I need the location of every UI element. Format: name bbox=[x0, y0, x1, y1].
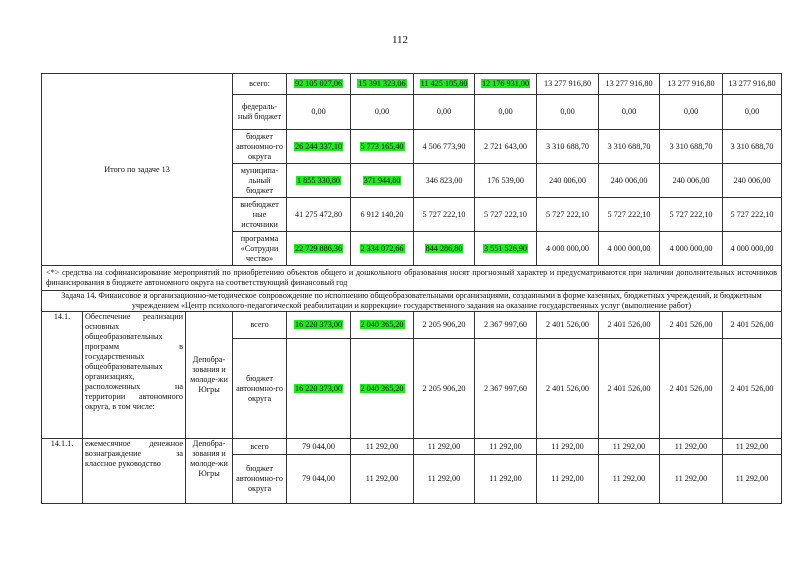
value-text: 2 401 526,00 bbox=[546, 320, 590, 329]
value-text: 3 310 688,70 bbox=[730, 141, 774, 151]
value-cell bbox=[287, 164, 351, 198]
value-text: 11 292,00 bbox=[612, 441, 646, 451]
item-executor: Депобра-зования и молоде-жи Югры bbox=[186, 439, 233, 504]
value-cell bbox=[351, 198, 414, 232]
value-cell bbox=[414, 232, 475, 266]
value-cell bbox=[414, 312, 475, 339]
value-text: 3 551 526,90 bbox=[484, 243, 528, 253]
value-cell bbox=[599, 164, 660, 198]
footnote: <*> средства на софинансирование мероприятий по приобретению объектов общего и дошкольного образования носят прогнозный характер и предусматриваются при наличии дополнительных источников финансирования в бюджете автономного округа на соответствующий финансовый год bbox=[42, 266, 782, 291]
value-cell bbox=[723, 198, 782, 232]
value-cell bbox=[287, 198, 351, 232]
value-text: 12 176 931,00 bbox=[481, 79, 530, 88]
value-text: 5 773 165,40 bbox=[360, 141, 404, 151]
value-cell bbox=[475, 339, 537, 439]
value-cell bbox=[660, 312, 723, 339]
value-text: 2 367 997,60 bbox=[484, 383, 528, 393]
value-cell bbox=[599, 130, 660, 164]
value-text: 11 292,00 bbox=[489, 441, 522, 451]
value-cell bbox=[537, 312, 599, 339]
value-text: 2 401 526,00 bbox=[669, 320, 713, 329]
value-cell bbox=[287, 339, 351, 439]
value-text: 11 292,00 bbox=[735, 474, 769, 483]
value-text: 16 220 373,00 bbox=[294, 383, 343, 393]
value-text: 3 310 688,70 bbox=[546, 141, 590, 151]
value-text: 11 292,00 bbox=[365, 474, 399, 483]
value-text: 2 401 526,00 bbox=[546, 383, 590, 393]
value-text: 11 292,00 bbox=[674, 474, 708, 483]
value-cell bbox=[351, 130, 414, 164]
value-text: 176 539,00 bbox=[487, 175, 524, 185]
value-cell bbox=[537, 164, 599, 198]
value-text: 5 727 222,10 bbox=[730, 209, 774, 219]
page-number: 112 bbox=[391, 34, 409, 46]
value-text: 4 000 000,00 bbox=[607, 243, 651, 253]
value-cell bbox=[475, 74, 537, 95]
value-text: 41 275 472,80 bbox=[294, 209, 343, 219]
value-text: 2 040 365,20 bbox=[360, 320, 404, 329]
value-text: 0,00 bbox=[683, 107, 699, 116]
value-text: 11 292,00 bbox=[427, 441, 461, 451]
funding-source: муниципа-льный бюджет bbox=[233, 164, 287, 198]
value-text: 11 292,00 bbox=[551, 474, 584, 483]
value-cell bbox=[287, 95, 351, 130]
value-cell bbox=[599, 232, 660, 266]
value-cell bbox=[723, 95, 782, 130]
value-text: 346 823,00 bbox=[425, 175, 463, 185]
funding-source: программа «Сотрудни чество» bbox=[233, 232, 287, 266]
value-cell bbox=[351, 439, 414, 455]
value-text: 11 292,00 bbox=[735, 441, 769, 451]
value-cell bbox=[287, 130, 351, 164]
value-text: 11 425 105,80 bbox=[420, 79, 468, 88]
value-cell bbox=[660, 74, 723, 95]
value-text: 13 277 916,80 bbox=[667, 79, 715, 88]
task14-title: Задача 14. Финансовое и организационно-методическое сопровождение по исполнению общеобразовательными организациями, созданными в форме казенных, бюджетных учреждений, и бюджетным учреждением «Центр психолого-педагогической реабилитации и коррекции» государственного задания на оказание государственных услуг (выполнение работ) bbox=[42, 291, 782, 312]
value-text: 15 391 323,06 bbox=[358, 79, 406, 88]
item-number: 14.1.1. bbox=[42, 439, 83, 504]
value-text: 0,00 bbox=[498, 107, 513, 116]
value-cell bbox=[537, 232, 599, 266]
funding-source: бюджет автономно-го округа bbox=[233, 130, 287, 164]
value-text: 2 401 526,00 bbox=[730, 320, 774, 329]
value-cell bbox=[351, 74, 414, 95]
value-text: 2 367 997,60 bbox=[484, 320, 528, 329]
value-text: 5 727 222,10 bbox=[484, 209, 528, 219]
value-text: 5 727 222,10 bbox=[546, 209, 590, 219]
value-cell bbox=[660, 164, 723, 198]
value-cell bbox=[599, 312, 660, 339]
value-cell bbox=[475, 130, 537, 164]
value-text: 2 040 365,20 bbox=[360, 383, 404, 393]
value-text: 0,00 bbox=[560, 107, 575, 116]
value-cell bbox=[599, 74, 660, 95]
item-number: 14.1. bbox=[42, 312, 83, 439]
value-text: 2 401 526,00 bbox=[607, 383, 651, 393]
value-cell bbox=[537, 74, 599, 95]
value-text: 3 310 688,70 bbox=[669, 141, 713, 151]
value-cell bbox=[660, 95, 723, 130]
value-text: 0,00 bbox=[311, 107, 326, 116]
value-text: 11 292,00 bbox=[551, 441, 584, 451]
value-text: 2 205 906,20 bbox=[422, 320, 466, 329]
item-name: ежемесячное денежное вознаграждение за классное руководство bbox=[83, 439, 186, 504]
value-cell bbox=[537, 439, 599, 455]
value-text: 2 401 526,00 bbox=[669, 383, 713, 393]
value-cell bbox=[723, 339, 782, 439]
funding-source: всего bbox=[233, 312, 287, 339]
value-cell bbox=[287, 312, 351, 339]
value-cell bbox=[414, 198, 475, 232]
value-text: 844 286,80 bbox=[425, 243, 463, 253]
value-cell bbox=[351, 164, 414, 198]
value-text: 0,00 bbox=[744, 107, 760, 116]
value-cell bbox=[351, 95, 414, 130]
value-cell bbox=[414, 95, 475, 130]
value-text: 4 506 773,90 bbox=[422, 141, 466, 151]
value-cell bbox=[599, 198, 660, 232]
value-text: 13 277 916,80 bbox=[728, 79, 776, 88]
value-cell bbox=[351, 455, 414, 504]
funding-source: всего: bbox=[233, 74, 287, 95]
value-text: 13 277 916,80 bbox=[605, 79, 653, 88]
value-text: 240 006,00 bbox=[672, 175, 710, 185]
value-text: 4 000 000,00 bbox=[669, 243, 713, 253]
value-text: 13 277 916,80 bbox=[543, 79, 592, 88]
value-cell bbox=[414, 455, 475, 504]
value-text: 4 000 000,00 bbox=[546, 243, 590, 253]
value-text: 2 334 072,66 bbox=[360, 243, 404, 253]
value-text: 5 727 222,10 bbox=[669, 209, 713, 219]
task-title-row bbox=[42, 291, 782, 312]
value-cell bbox=[414, 339, 475, 439]
value-text: 2 205 906,20 bbox=[422, 383, 466, 393]
value-cell bbox=[599, 455, 660, 504]
value-cell bbox=[599, 95, 660, 130]
funding-source: внебюджет ные источники bbox=[233, 198, 287, 232]
value-cell bbox=[414, 164, 475, 198]
value-cell bbox=[351, 232, 414, 266]
value-text: 16 220 373,00 bbox=[294, 320, 343, 329]
value-cell bbox=[475, 455, 537, 504]
value-text: 92 105 027,06 bbox=[294, 79, 343, 88]
value-cell bbox=[599, 439, 660, 455]
value-cell bbox=[537, 95, 599, 130]
value-cell bbox=[723, 130, 782, 164]
value-text: 0,00 bbox=[436, 107, 452, 116]
value-cell bbox=[660, 455, 723, 504]
value-cell bbox=[537, 455, 599, 504]
value-text: 5 727 222,10 bbox=[607, 209, 651, 219]
funding-source: всего bbox=[233, 439, 287, 455]
value-text: 6 912 140,20 bbox=[360, 209, 404, 219]
value-text: 4 000 000,00 bbox=[730, 243, 774, 253]
value-cell bbox=[475, 232, 537, 266]
value-cell bbox=[287, 74, 351, 95]
table-row bbox=[42, 312, 782, 339]
value-cell bbox=[475, 312, 537, 339]
value-cell bbox=[287, 232, 351, 266]
value-cell bbox=[660, 339, 723, 439]
value-cell bbox=[537, 339, 599, 439]
funding-source: бюджет автономно-го округа bbox=[233, 455, 287, 504]
value-text: 11 292,00 bbox=[365, 441, 399, 451]
value-cell bbox=[537, 130, 599, 164]
value-text: 26 244 337,10 bbox=[294, 141, 343, 151]
value-text: 240 006,00 bbox=[549, 175, 586, 185]
funding-source: бюджет автономно-го округа bbox=[233, 339, 287, 439]
value-cell bbox=[660, 130, 723, 164]
value-text: 0,00 bbox=[374, 107, 390, 116]
value-cell bbox=[723, 439, 782, 455]
value-text: 371 944,80 bbox=[363, 175, 401, 185]
value-cell bbox=[287, 455, 351, 504]
value-cell bbox=[723, 455, 782, 504]
value-cell bbox=[287, 439, 351, 455]
funding-source: федераль-ный бюджет bbox=[233, 95, 287, 130]
value-cell bbox=[723, 312, 782, 339]
value-cell bbox=[723, 164, 782, 198]
value-cell bbox=[414, 439, 475, 455]
value-text: 2 401 526,00 bbox=[607, 320, 651, 329]
value-cell bbox=[599, 339, 660, 439]
value-text: 240 006,00 bbox=[733, 175, 771, 185]
value-cell bbox=[537, 198, 599, 232]
value-cell bbox=[351, 339, 414, 439]
value-cell bbox=[475, 198, 537, 232]
value-text: 11 292,00 bbox=[612, 474, 646, 483]
value-text: 0,00 bbox=[621, 107, 637, 116]
value-text: 5 727 222,10 bbox=[422, 209, 466, 219]
value-text: 11 292,00 bbox=[489, 474, 522, 483]
value-text: 79 044,00 bbox=[302, 441, 335, 451]
value-cell bbox=[475, 164, 537, 198]
item-name: Обеспечение реализации основных общеобразовательных программ в государственных общеобразовательных организациях, расположенных на территории автономного округа, в том числе: bbox=[83, 312, 186, 439]
value-text: 11 292,00 bbox=[427, 474, 461, 483]
value-cell bbox=[414, 74, 475, 95]
value-text: 240 006,00 bbox=[610, 175, 648, 185]
value-text: 11 292,00 bbox=[674, 441, 708, 451]
value-text: 79 044,00 bbox=[302, 474, 335, 483]
value-cell bbox=[475, 95, 537, 130]
value-cell bbox=[660, 198, 723, 232]
value-cell bbox=[660, 439, 723, 455]
value-text: 3 310 688,70 bbox=[607, 141, 651, 151]
value-cell bbox=[723, 232, 782, 266]
item-executor: Депобра-зования и молоде-жи Югры bbox=[186, 312, 233, 439]
budget-table bbox=[41, 73, 782, 504]
table-row bbox=[42, 74, 782, 95]
value-cell bbox=[351, 312, 414, 339]
value-text: 1 855 330,80 bbox=[297, 175, 341, 185]
value-text: 2 721 643,00 bbox=[484, 141, 528, 151]
total-label: Итого по задаче 13 bbox=[42, 74, 233, 266]
value-text: 22 729 886,36 bbox=[294, 243, 343, 253]
value-cell bbox=[660, 232, 723, 266]
value-cell bbox=[723, 74, 782, 95]
table-row bbox=[42, 439, 782, 455]
value-cell bbox=[475, 439, 537, 455]
value-cell bbox=[414, 130, 475, 164]
value-text: 2 401 526,00 bbox=[730, 383, 774, 393]
footnote-row bbox=[42, 266, 782, 291]
